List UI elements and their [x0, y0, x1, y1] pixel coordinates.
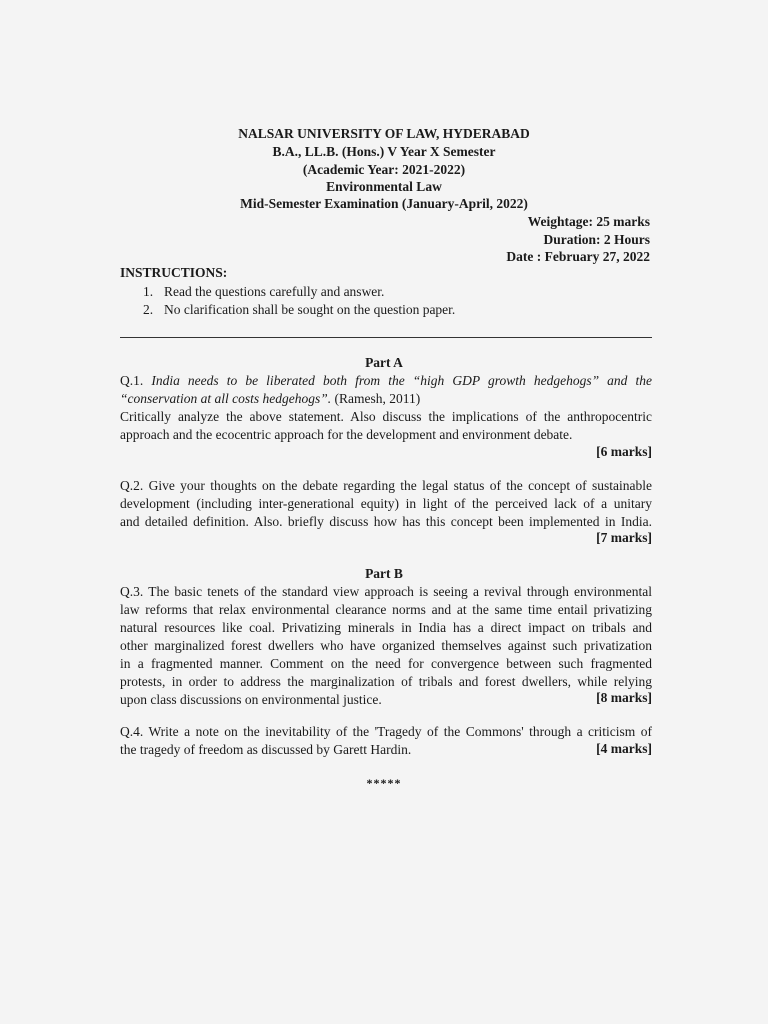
instruction-text: Read the questions carefully and answer.	[164, 284, 385, 299]
q3-line-6: protests, in order to address the marginalization of tribals and forest dwellers, while relying	[120, 674, 652, 689]
academic-year: (Academic Year: 2021-2022)	[302, 162, 466, 177]
part-a-title: Part A	[365, 355, 403, 370]
end-marker: *****	[366, 776, 402, 790]
q2-line-1: Q.2. Give your thoughts on the debate regarding the legal status of the concept of sustainable	[120, 478, 652, 493]
q3-line-2: law reforms that relax environmental clearance norms and at the same time entail privatizing	[120, 602, 652, 617]
course-name: Environmental Law	[326, 179, 442, 194]
q1-quote-line-2: “conservation at all costs hedgehogs”.	[120, 391, 332, 406]
weightage: Weightage: 25 marks	[527, 214, 650, 229]
q1-marks: [6 marks]	[596, 444, 652, 459]
q4-marks: [4 marks]	[596, 741, 652, 756]
section-divider	[120, 337, 652, 338]
q1-citation: (Ramesh, 2011)	[334, 391, 421, 406]
q2-line-2: development (including inter-generational equity) in light of the perceived lack of a unitary	[120, 496, 652, 511]
instruction-number: 2.	[143, 302, 154, 317]
q1-quote-line-1: India needs to be liberated both from the “high GDP growth hedgehogs” and the	[151, 373, 653, 388]
instructions-title: INSTRUCTIONS:	[120, 265, 228, 280]
q4-line-2: the tragedy of freedom as discussed by Garett Hardin.	[120, 742, 412, 757]
question-4	[120, 723, 652, 759]
q3-line-5: in a fragmented manner. Comment on the need for convergence between such fragmented	[120, 656, 652, 671]
q2-line-3: and detailed definition. Also. briefly discuss how has this concept been implemented in India.	[120, 514, 652, 529]
duration: Duration: 2 Hours	[543, 232, 650, 247]
q4-line-1: Q.4. Write a note on the inevitability of the 'Tragedy of the Commons' through a criticism of	[120, 724, 652, 739]
q3-line-1: Q.3. The basic tenets of the standard view approach is seeing a revival through environmental	[120, 584, 652, 599]
instruction-item	[143, 302, 455, 318]
part-b-title: Part B	[365, 566, 403, 581]
instruction-item	[143, 284, 384, 300]
program-name: B.A., LL.B. (Hons.) V Year X Semester	[272, 144, 496, 159]
q2-marks: [7 marks]	[596, 530, 652, 545]
question-3	[120, 583, 652, 709]
instruction-number: 1.	[143, 284, 154, 299]
question-1	[120, 372, 652, 444]
university-name: NALSAR UNIVERSITY OF LAW, HYDERABAD	[238, 126, 530, 141]
q1-line-4: approach and the ecocentric approach for the development and environment debate.	[120, 427, 573, 442]
q3-line-7: upon class discussions on environmental justice.	[120, 692, 382, 707]
q3-line-4: other marginalized forest dwellers who have organized themselves against such privatization	[120, 638, 652, 653]
q1-line-3: Critically analyze the above statement. Also discuss the implications of the anthropocentric	[120, 409, 652, 424]
instruction-text: No clarification shall be sought on the question paper.	[164, 302, 456, 317]
exam-title: Mid-Semester Examination (January-April, 2022)	[240, 196, 528, 211]
q3-marks: [8 marks]	[596, 690, 652, 705]
q3-line-3: natural resources like coal. Privatizing minerals in India has a direct impact on tribals and	[120, 620, 652, 635]
question-2	[120, 477, 652, 531]
q1-label: Q.1.	[120, 373, 144, 388]
exam-date: Date : February 27, 2022	[506, 249, 650, 264]
q1-line-2	[120, 390, 652, 408]
q1-line-1	[120, 372, 652, 390]
